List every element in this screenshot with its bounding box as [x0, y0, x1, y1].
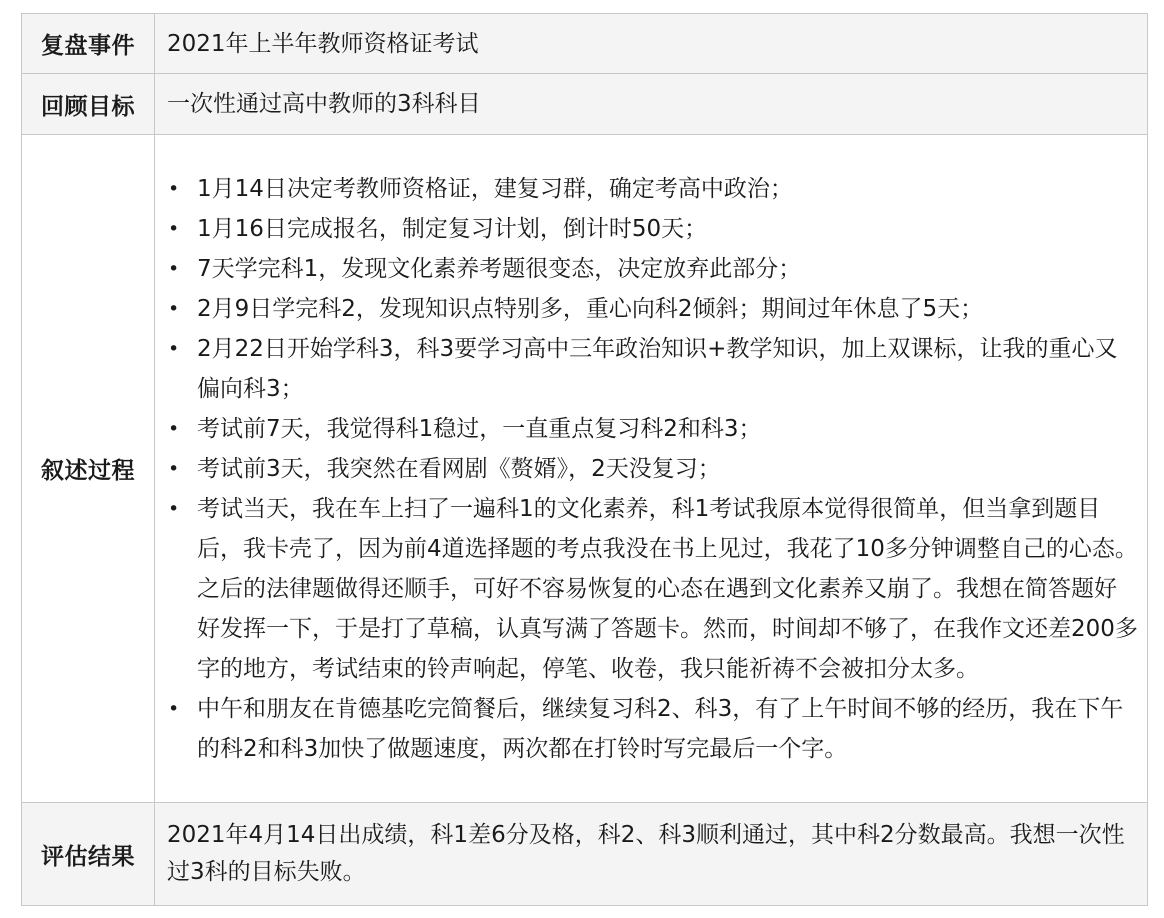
row-label-result: 评估结果	[22, 803, 155, 906]
row-value-goal: 一次性通过高中教师的3科科目	[155, 74, 1148, 135]
row-value-result: 2021年4月14日出成绩，科1差6分及格，科2、科3顺利通过，其中科2分数最高。我想一次性过3科的目标失败。	[155, 803, 1148, 906]
table-row-event	[22, 14, 1148, 74]
bullet-icon: •	[168, 217, 180, 240]
list-item	[167, 409, 1139, 449]
bullet-icon: •	[168, 337, 180, 360]
list-item-text: 2月22日开始学科3，科3要学习高中三年政治知识+教学知识，加上双课标，让我的重心又偏向科3；	[197, 335, 1118, 402]
row-value-process	[155, 135, 1148, 803]
row-label-process: 叙述过程	[22, 135, 155, 803]
list-item	[167, 249, 1139, 289]
list-item	[167, 209, 1139, 249]
bullet-icon: •	[168, 297, 180, 320]
list-item-text: 中午和朋友在肯德基吃完简餐后，继续复习科2、科3，有了上午时间不够的经历，我在下午的科2和科3加快了做题速度，两次都在打铃时写完最后一个字。	[197, 695, 1124, 762]
bullet-icon: •	[168, 457, 180, 480]
table-row-result	[22, 803, 1148, 906]
bullet-icon: •	[168, 497, 180, 520]
bullet-icon: •	[168, 697, 180, 720]
list-item-text: 考试当天，我在车上扫了一遍科1的文化素养，科1考试我原本觉得很简单，但当拿到题目后，我卡壳了，因为前4道选择题的考点我没在书上见过，我花了10多分钟调整自己的心态。之后的法律题做得还顺手，可好不容易恢复的心态在遇到文化素养又崩了。我想在简答题好好发挥一下，于是打了草稿，认真写满了答题卡。然而，时间却不够了，在我作文还差200多字的地方，考试结束的铃声响起，停笔、收卷，我只能祈祷不会被扣分太多。	[197, 495, 1138, 682]
list-item-text: 考试前3天，我突然在看网剧《赘婿》，2天没复习；	[197, 455, 721, 482]
bullet-icon: •	[168, 417, 180, 440]
list-item	[167, 289, 1139, 329]
row-label-goal: 回顾目标	[22, 74, 155, 135]
list-item	[167, 489, 1139, 689]
table-row-goal	[22, 74, 1148, 135]
list-item	[167, 449, 1139, 489]
list-item-text: 2月9日学完科2，发现知识点特别多，重心向科2倾斜；期间过年休息了5天；	[197, 295, 984, 322]
table-row-process	[22, 135, 1148, 803]
list-item-text: 7天学完科1，发现文化素养考题很变态，决定放弃此部分；	[197, 255, 802, 282]
list-item	[167, 329, 1139, 409]
row-value-event: 2021年上半年教师资格证考试	[155, 14, 1148, 74]
list-item-text: 1月16日完成报名，制定复习计划，倒计时50天；	[197, 215, 708, 242]
review-table	[21, 13, 1148, 906]
bullet-icon: •	[168, 177, 180, 200]
list-item	[167, 689, 1139, 769]
list-item-text: 考试前7天，我觉得科1稳过，一直重点复习科2和科3；	[197, 415, 762, 442]
process-list	[167, 160, 1139, 778]
list-item-text: 1月14日决定考教师资格证，建复习群，确定考高中政治；	[197, 175, 793, 202]
bullet-icon: •	[168, 257, 180, 280]
row-label-event: 复盘事件	[22, 14, 155, 74]
list-item	[167, 169, 1139, 209]
